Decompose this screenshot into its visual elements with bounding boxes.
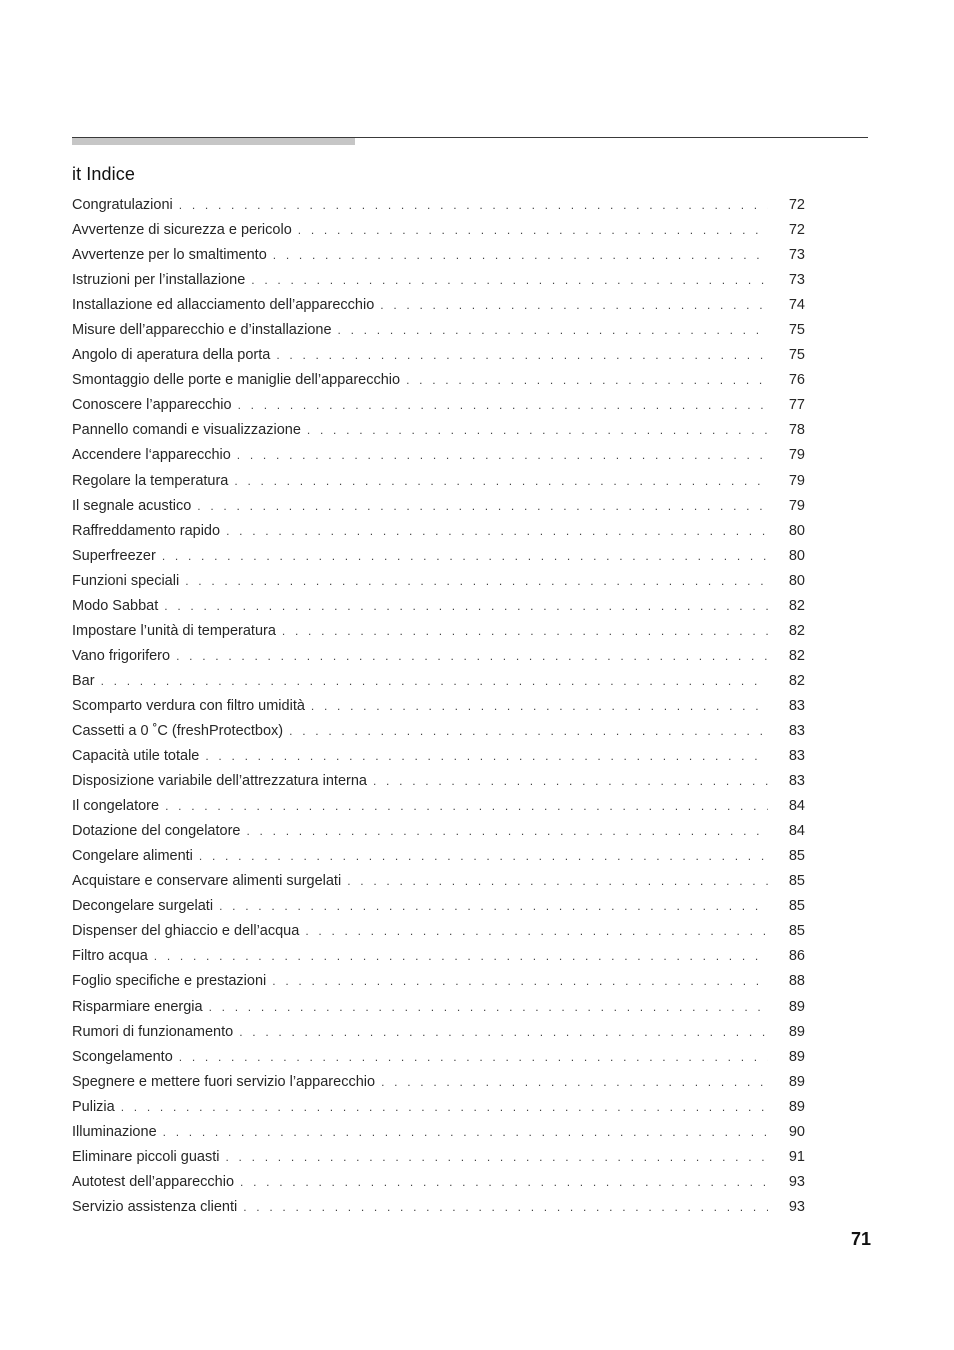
toc-dot-leader: [307, 418, 768, 443]
toc-dot-leader: [197, 494, 768, 519]
toc-entry[interactable]: [72, 669, 805, 694]
toc-entry[interactable]: [72, 719, 805, 744]
toc-entry-page: 82: [788, 672, 805, 689]
toc-entry-title: Disposizione variabile dell’attrezzatura interna: [72, 773, 367, 790]
toc-entry-page: 93: [788, 1198, 805, 1215]
toc-entry-title: Congelare alimenti: [72, 848, 193, 865]
toc-dot-leader: [240, 1170, 768, 1195]
toc-entry[interactable]: [72, 494, 805, 519]
toc-entry-page: 82: [788, 597, 805, 614]
toc-entry[interactable]: [72, 594, 805, 619]
toc-entry-page: 83: [788, 748, 805, 765]
toc-entry-page: 83: [788, 773, 805, 790]
toc-entry-page: 83: [788, 722, 805, 739]
toc-entry[interactable]: [72, 1170, 805, 1195]
toc-entry-page: 79: [788, 497, 805, 514]
toc-entry-title: Angolo di aperatura della porta: [72, 347, 271, 364]
toc-entry-title: Funzioni speciali: [72, 572, 180, 589]
toc-entry[interactable]: [72, 869, 805, 894]
toc-entry[interactable]: [72, 1045, 805, 1070]
toc-entry[interactable]: [72, 243, 805, 268]
toc-entry-page: 77: [788, 397, 805, 414]
toc-entry-page: 72: [788, 222, 805, 239]
toc-entry[interactable]: [72, 894, 805, 919]
toc-entry-page: 79: [788, 472, 805, 489]
toc-entry-title: Avvertenze di sicurezza e pericolo: [72, 222, 292, 239]
toc-dot-leader: [243, 1195, 768, 1220]
toc-entry[interactable]: [72, 744, 805, 769]
toc-entry[interactable]: [72, 1020, 805, 1045]
toc-dot-leader: [226, 519, 768, 544]
toc-dot-leader: [209, 995, 768, 1020]
toc-entry-title: Smontaggio delle porte e maniglie dell’apparecchio: [72, 372, 401, 389]
toc-dot-leader: [205, 744, 768, 769]
toc-entry-title: Il congelatore: [72, 798, 160, 815]
toc-dot-leader: [347, 869, 768, 894]
toc-dot-leader: [282, 619, 768, 644]
toc-dot-leader: [219, 894, 768, 919]
toc-entry-title: Scongelamento: [72, 1048, 173, 1065]
toc-entry-page: 80: [788, 572, 805, 589]
toc-dot-leader: [225, 1145, 768, 1170]
toc-entry-page: 79: [788, 447, 805, 464]
toc-dot-leader: [298, 218, 768, 243]
toc-entry[interactable]: [72, 193, 805, 218]
toc-dot-leader: [251, 268, 768, 293]
toc-entry[interactable]: [72, 794, 805, 819]
section-title: it Indice: [72, 164, 135, 185]
toc-entry-page: 89: [788, 1048, 805, 1065]
toc-entry-title: Bar: [72, 672, 95, 689]
toc-entry-page: 84: [788, 823, 805, 840]
toc-entry-title: Conoscere l’apparecchio: [72, 397, 232, 414]
toc-entry[interactable]: [72, 368, 805, 393]
page-number: 71: [850, 1229, 871, 1249]
toc-dot-leader: [234, 469, 768, 494]
toc-dot-leader: [338, 318, 768, 343]
toc-entry-page: 75: [788, 322, 805, 339]
toc-entry-page: 84: [788, 798, 805, 815]
toc-entry-title: Vano frigorifero: [72, 647, 171, 664]
toc-entry-title: Servizio assistenza clienti: [72, 1198, 238, 1215]
toc-entry[interactable]: [72, 819, 805, 844]
toc-dot-leader: [373, 769, 768, 794]
toc-entry-page: 85: [788, 898, 805, 915]
toc-entry-title: Installazione ed allacciamento dell’apparecchio: [72, 297, 375, 314]
toc-dot-leader: [121, 1095, 768, 1120]
toc-entry[interactable]: [72, 469, 805, 494]
toc-entry-page: 85: [788, 923, 805, 940]
toc-entry-page: 86: [788, 948, 805, 965]
toc-entry-title: Spegnere e mettere fuori servizio l’apparecchio: [72, 1073, 376, 1090]
toc-entry[interactable]: [72, 393, 805, 418]
toc-dot-leader: [381, 1070, 768, 1095]
toc-entry[interactable]: [72, 844, 805, 869]
table-of-contents: [72, 193, 805, 1220]
toc-entry-page: 76: [788, 372, 805, 389]
toc-entry[interactable]: [72, 418, 805, 443]
toc-entry-title: Rumori di funzionamento: [72, 1023, 234, 1040]
toc-entry[interactable]: [72, 1070, 805, 1095]
toc-dot-leader: [162, 544, 768, 569]
toc-entry[interactable]: [72, 268, 805, 293]
toc-dot-leader: [380, 293, 768, 318]
toc-entry-title: Acquistare e conservare alimenti surgelati: [72, 873, 342, 890]
toc-entry-title: Risparmiare energia: [72, 998, 203, 1015]
toc-entry-page: 89: [788, 1023, 805, 1040]
toc-dot-leader: [164, 594, 768, 619]
toc-entry-page: 75: [788, 347, 805, 364]
toc-entry[interactable]: [72, 443, 805, 468]
toc-entry-page: 82: [788, 622, 805, 639]
toc-entry[interactable]: [72, 1145, 805, 1170]
toc-entry-title: Pannello comandi e visualizzazione: [72, 422, 301, 439]
toc-entry-page: 82: [788, 647, 805, 664]
toc-entry[interactable]: [72, 919, 805, 944]
toc-entry-title: Eliminare piccoli guasti: [72, 1148, 220, 1165]
toc-entry-title: Avvertenze per lo smaltimento: [72, 247, 267, 264]
toc-entry-title: Capacità utile totale: [72, 748, 200, 765]
toc-entry-page: 73: [788, 247, 805, 264]
toc-entry-page: 90: [788, 1123, 805, 1140]
toc-entry[interactable]: [72, 694, 805, 719]
toc-entry-title: Misure dell’apparecchio e d’installazione: [72, 322, 332, 339]
toc-dot-leader: [238, 393, 768, 418]
toc-entry-page: 89: [788, 998, 805, 1015]
toc-dot-leader: [276, 343, 768, 368]
toc-entry-title: Dotazione del congelatore: [72, 823, 241, 840]
toc-entry-page: 89: [788, 1098, 805, 1115]
toc-dot-leader: [179, 193, 768, 218]
toc-entry-title: Autotest dell’apparecchio: [72, 1173, 235, 1190]
toc-entry-title: Cassetti a 0 ˚C (freshProtectbox): [72, 722, 284, 739]
toc-dot-leader: [179, 1045, 768, 1070]
toc-dot-leader: [101, 669, 768, 694]
toc-dot-leader: [185, 569, 768, 594]
toc-dot-leader: [163, 1120, 768, 1145]
toc-dot-leader: [246, 819, 768, 844]
toc-dot-leader: [273, 243, 768, 268]
toc-dot-leader: [289, 719, 768, 744]
toc-entry[interactable]: [72, 644, 805, 669]
toc-entry-page: 85: [788, 873, 805, 890]
toc-entry[interactable]: [72, 769, 805, 794]
toc-dot-leader: [305, 919, 768, 944]
toc-entry-title: Superfreezer: [72, 547, 156, 564]
toc-entry[interactable]: [72, 619, 805, 644]
toc-entry-title: Impostare l’unità di temperatura: [72, 622, 276, 639]
toc-entry[interactable]: [72, 544, 805, 569]
toc-entry-title: Scomparto verdura con filtro umidità: [72, 697, 305, 714]
toc-entry-title: Decongelare surgelati: [72, 898, 214, 915]
toc-entry-title: Regolare la temperatura: [72, 472, 229, 489]
toc-entry-title: Foglio specifiche e prestazioni: [72, 973, 267, 990]
toc-entry-title: Filtro acqua: [72, 948, 148, 965]
toc-entry-title: Congratulazioni: [72, 197, 173, 213]
toc-entry[interactable]: [72, 343, 805, 368]
toc-entry-page: 85: [788, 848, 805, 865]
toc-entry[interactable]: [72, 1095, 805, 1120]
toc-entry-title: Istruzioni per l’installazione: [72, 272, 246, 289]
toc-entry-page: 83: [788, 697, 805, 714]
toc-entry[interactable]: [72, 995, 805, 1020]
toc-dot-leader: [237, 443, 768, 468]
toc-entry[interactable]: [72, 1120, 805, 1145]
toc-entry-page: 74: [788, 297, 805, 314]
toc-entry-page: 72: [788, 197, 805, 213]
toc-entry-page: 73: [788, 272, 805, 289]
toc-entry[interactable]: [72, 519, 805, 544]
toc-entry[interactable]: [72, 969, 805, 994]
toc-entry-page: 89: [788, 1073, 805, 1090]
toc-entry-title: Illuminazione: [72, 1123, 157, 1140]
toc-dot-leader: [199, 844, 768, 869]
toc-entry[interactable]: [72, 318, 805, 343]
toc-entry[interactable]: [72, 944, 805, 969]
toc-entry[interactable]: [72, 293, 805, 318]
toc-dot-leader: [165, 794, 768, 819]
toc-dot-leader: [406, 368, 768, 393]
toc-dot-leader: [154, 944, 768, 969]
toc-dot-leader: [239, 1020, 768, 1045]
header-accent-bar: [72, 138, 355, 145]
toc-dot-leader: [176, 644, 768, 669]
toc-entry-page: 91: [788, 1148, 805, 1165]
toc-entry-page: 80: [788, 547, 805, 564]
toc-entry[interactable]: [72, 218, 805, 243]
toc-entry-title: Il segnale acustico: [72, 497, 192, 514]
toc-entry-page: 78: [788, 422, 805, 439]
toc-entry-page: 80: [788, 522, 805, 539]
toc-entry-title: Pulizia: [72, 1098, 115, 1115]
toc-entry-title: Raffreddamento rapido: [72, 522, 221, 539]
toc-dot-leader: [311, 694, 768, 719]
toc-entry-page: 88: [788, 973, 805, 990]
toc-entry-page: 93: [788, 1173, 805, 1190]
toc-entry-title: Dispenser del ghiaccio e dell’acqua: [72, 923, 300, 940]
toc-dot-leader: [272, 969, 768, 994]
toc-entry-title: Modo Sabbat: [72, 597, 159, 614]
toc-entry[interactable]: [72, 569, 805, 594]
toc-entry[interactable]: [72, 1195, 805, 1220]
toc-entry-title: Accendere l‘apparecchio: [72, 447, 231, 464]
